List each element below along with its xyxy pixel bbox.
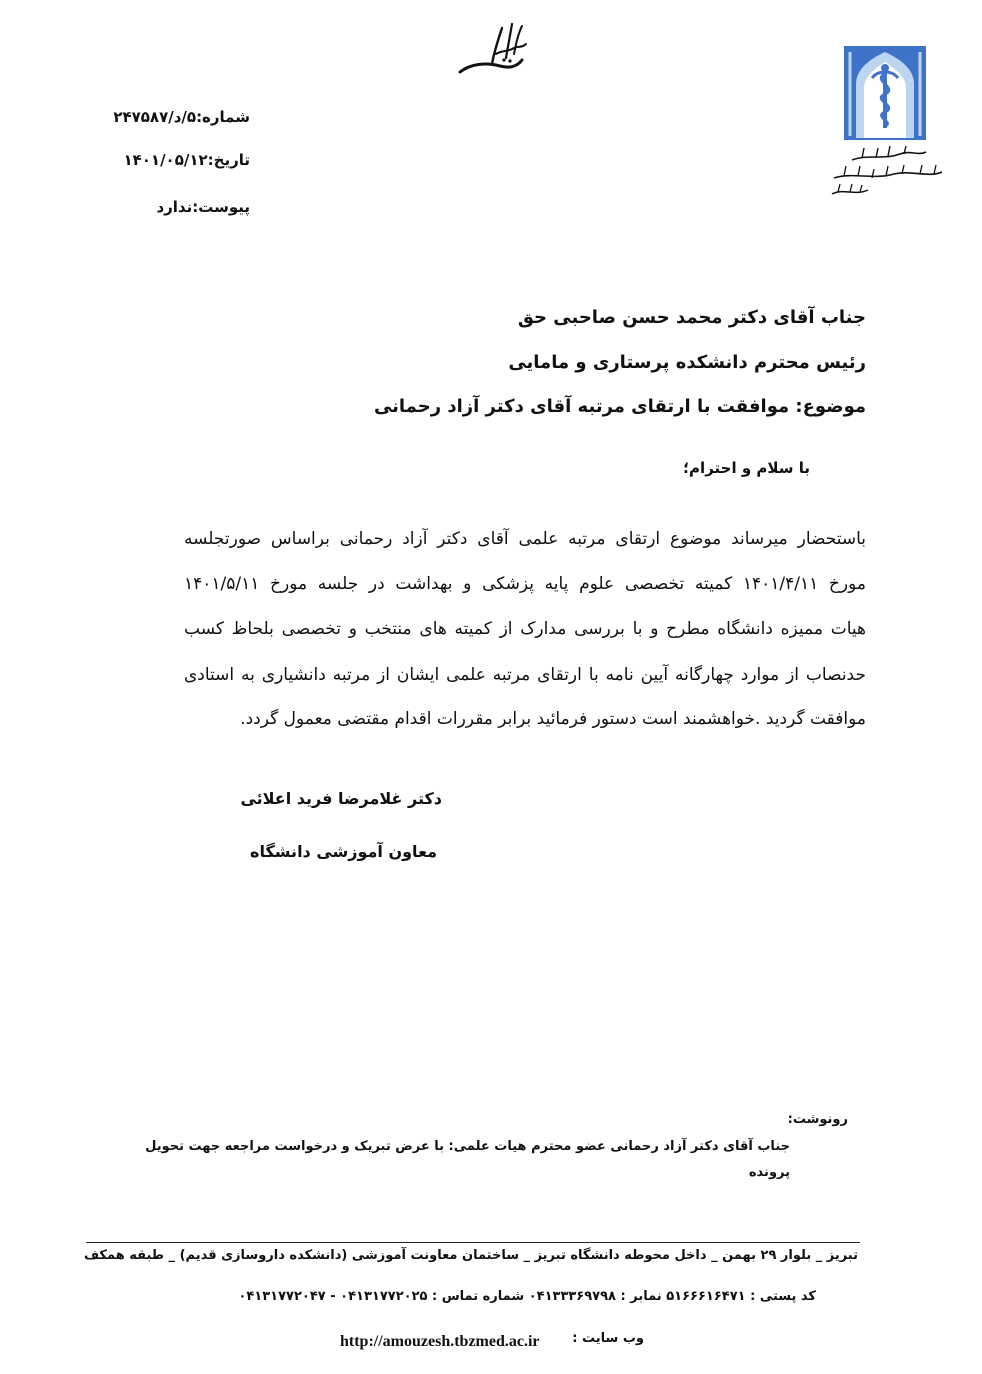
footer-divider [86,1242,860,1243]
letter-subject: موضوع: موافقت با ارتقای مرتبه آقای دکتر آزاد رحمانی [373,396,866,417]
cc-recipient-line: جناب آقای دکتر آزاد رحمانی عضو محترم هیات علمی: با عرض تبریک و درخواست مراجعه جهت تحویل [145,1139,790,1154]
university-name-calligraphy [828,144,946,200]
cc-recipient-line: پرونده [748,1165,790,1180]
footer-contact: کد پستی : ۵۱۶۶۶۱۶۴۷۱ نمابر : ۰۴۱۳۳۳۶۹۷۹۸ شماره تماس : ۰۴۱۳۱۷۷۲۰۲۵ - ۰۴۱۳۱۷۷۲۰۴۷ [238,1289,816,1304]
cc-title: رونوشت: [787,1112,848,1127]
footer-website-label: وب سایت : [572,1331,644,1346]
body-line: هیات ممیزه دانشگاه مطرح و با بررسی مدارک از کمیته های منتخب و تخصصی بلحاظ کسب [184,619,866,639]
signer-name: دکتر غلامرضا فرید اعلائی [240,789,442,808]
recipient-name: جناب آقای دکتر محمد حسن صاحبی حق [517,307,866,328]
body-line: موافقت گردید .خواهشمند است دستور فرمائید برابر مقررات اقدام مقتضی معمول گردد. [240,709,866,729]
letter-date: تاریخ:۱۴۰۱/۰۵/۱۲ [123,151,250,169]
footer-address: تبریز _ بلوار ۲۹ بهمن _ داخل محوطه دانشگاه تبریز _ ساختمان معاونت آموزشی (دانشکده داروسازی قدیم) _ طبقه همکف [83,1248,858,1263]
body-line: مورخ ۱۴۰۱/۴/۱۱ کمیته تخصصی علوم پایه پزشکی و بهداشت در جلسه مورخ ۱۴۰۱/۵/۱۱ [184,574,866,594]
body-line: حدنصاب از موارد چهارگانه آیین نامه با ارتقای مرتبه علمی ایشان از مرتبه دانشیاری به استادی [184,665,866,685]
university-emblem-icon [842,44,928,142]
bismillah-calligraphy [452,14,532,78]
greeting: با سلام و احترام؛ [683,459,810,477]
university-logo [828,40,946,200]
recipient-position: رئیس محترم دانشکده پرستاری و مامایی [508,352,866,373]
footer-website-link[interactable]: http://amouzesh.tbzmed.ac.ir [340,1333,540,1350]
letter-attachment: پیوست:ندارد [156,198,250,216]
letter-number: شماره:۵/د/۲۴۷۵۸۷ [113,108,250,126]
signer-title: معاون آموزشی دانشگاه [250,842,437,861]
body-line: باستحضار میرساند موضوع ارتقای مرتبه علمی آقای دکتر آزاد رحمانی براساس صورتجلسه [184,529,866,549]
